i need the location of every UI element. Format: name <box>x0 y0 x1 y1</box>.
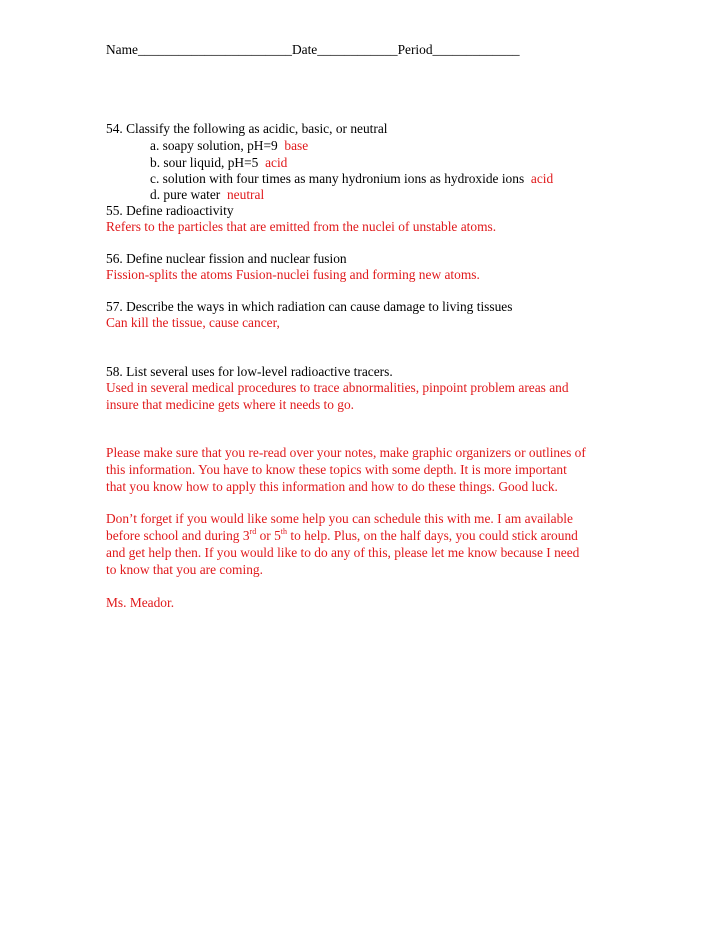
q57-answer: Can kill the tissue, cause cancer, <box>106 315 280 330</box>
signature: Ms. Meador. <box>106 595 175 610</box>
note2-sup-th: th <box>280 527 287 536</box>
q55-prompt: 55. Define radioactivity <box>106 203 234 218</box>
q54-item-b-answer: acid <box>265 155 288 170</box>
q56-answer: Fission-splits the atoms Fusion-nuclei fusing and forming new atoms. <box>106 267 480 282</box>
note2-line-2-part-b: or 5 <box>256 528 281 543</box>
q54-item-c-answer: acid <box>530 171 554 186</box>
q54-item-a-answer: base <box>284 138 309 153</box>
q54-item-a <box>150 137 308 155</box>
note2-line-4: to know that you are coming. <box>106 562 263 577</box>
q54-item-d-label: d. pure water <box>150 187 221 202</box>
note2-line-2 <box>106 527 578 545</box>
q54-item-c-label: c. solution with four times as many hydronium ions as hydroxide ions <box>150 171 525 186</box>
q58-answer-line-1: Used in several medical procedures to trace abnormalities, pinpoint problem areas and <box>106 380 569 395</box>
q55-answer: Refers to the particles that are emitted from the nuclei of unstable atoms. <box>106 219 497 234</box>
note2-line-2-part-c: to help. Plus, on the half days, you could stick around <box>287 528 578 543</box>
note2-line-1: Don’t forget if you would like some help you can schedule this with me. I am available <box>106 511 573 526</box>
header-name-date-period: Name_______________________Date____________Period_____________ <box>106 42 520 57</box>
q57-prompt: 57. Describe the ways in which radiation can cause damage to living tissues <box>106 299 513 314</box>
q56-prompt: 56. Define nuclear fission and nuclear fusion <box>106 251 347 266</box>
note1-line-3: that you know how to apply this information and how to do these things. Good luck. <box>106 479 558 494</box>
q58-prompt: 58. List several uses for low-level radioactive tracers. <box>106 364 393 379</box>
q54-item-d-answer: neutral <box>226 187 265 202</box>
q58-answer-line-2: insure that medicine gets where it needs to go. <box>106 397 355 412</box>
note1-line-2: this information. You have to know these topics with some depth. It is more important <box>106 462 567 477</box>
note2-sup-rd: rd <box>249 527 257 536</box>
q54-item-a-label: a. soapy solution, pH=9 <box>150 138 278 153</box>
note2-line-2-part-a: before school and during 3 <box>106 528 250 543</box>
note1-line-1: Please make sure that you re-read over your notes, make graphic organizers or outlines of <box>106 445 586 460</box>
note2-line-3: and get help then. If you would like to do any of this, please let me know because I need <box>106 545 580 560</box>
q54-prompt: 54. Classify the following as acidic, basic, or neutral <box>106 121 388 136</box>
q54-item-b-label: b. sour liquid, pH=5 <box>150 155 259 170</box>
